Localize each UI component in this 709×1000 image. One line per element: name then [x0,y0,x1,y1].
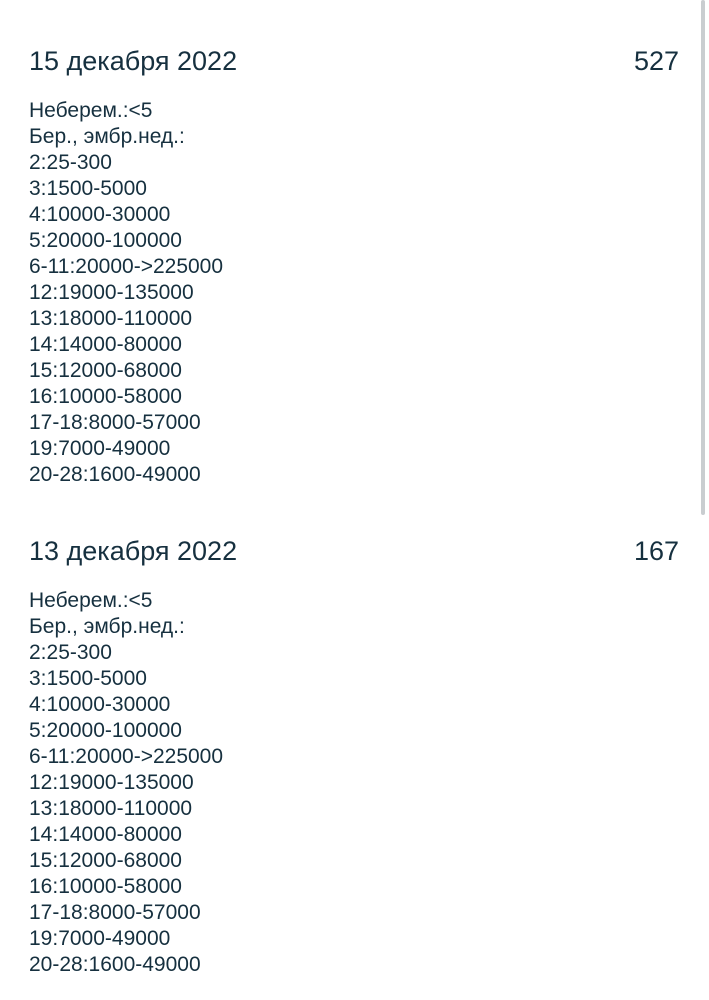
entry-date: 15 декабря 2022 [29,46,238,76]
entry-line: Бер., эмбр.нед.: [29,615,185,638]
entry-count: 167 [633,536,679,566]
entry-line: 4:10000-30000 [29,693,171,716]
entry-line: 14:14000-80000 [29,823,182,846]
entry-line: 12:19000-135000 [29,281,194,304]
entry-line: 16:10000-58000 [29,385,182,408]
entry-line: 5:20000-100000 [29,229,182,252]
entry-line: Неберем.:<5 [29,589,153,612]
entry-line: Бер., эмбр.нед.: [29,125,185,148]
entry-line: 12:19000-135000 [29,771,194,794]
entry-line: Неберем.:<5 [29,99,153,122]
entry-text-lines [29,98,681,488]
entry-line: 19:7000-49000 [29,927,171,950]
entry-header [29,531,681,571]
entry-line: 20-28:1600-49000 [29,463,201,486]
entry-line: 16:10000-58000 [29,875,182,898]
entry-date: 13 декабря 2022 [29,536,238,566]
entry-line: 15:12000-68000 [29,849,182,872]
entry-line: 20-28:1600-49000 [29,953,201,976]
entry-text-lines [29,588,681,978]
entry-card[interactable] [29,41,681,488]
vertical-scrollbar[interactable] [701,0,705,515]
entry-line: 17-18:8000-57000 [29,411,201,434]
entry-line: 17-18:8000-57000 [29,901,201,924]
entry-line: 5:20000-100000 [29,719,182,742]
entry-count: 527 [633,46,679,76]
entry-line: 13:18000-110000 [29,307,193,330]
entry-line: 13:18000-110000 [29,797,193,820]
entry-line: 19:7000-49000 [29,437,171,460]
entry-line: 15:12000-68000 [29,359,182,382]
entry-line: 2:25-300 [29,641,112,664]
entry-line: 3:1500-5000 [29,667,147,690]
entry-header [29,41,681,81]
entry-line: 2:25-300 [29,151,112,174]
entry-line: 3:1500-5000 [29,177,147,200]
entry-line: 4:10000-30000 [29,203,171,226]
entry-card[interactable] [29,531,681,978]
entry-line: 6-11:20000->225000 [29,255,224,278]
entry-line: 14:14000-80000 [29,333,182,356]
entry-line: 6-11:20000->225000 [29,745,224,768]
